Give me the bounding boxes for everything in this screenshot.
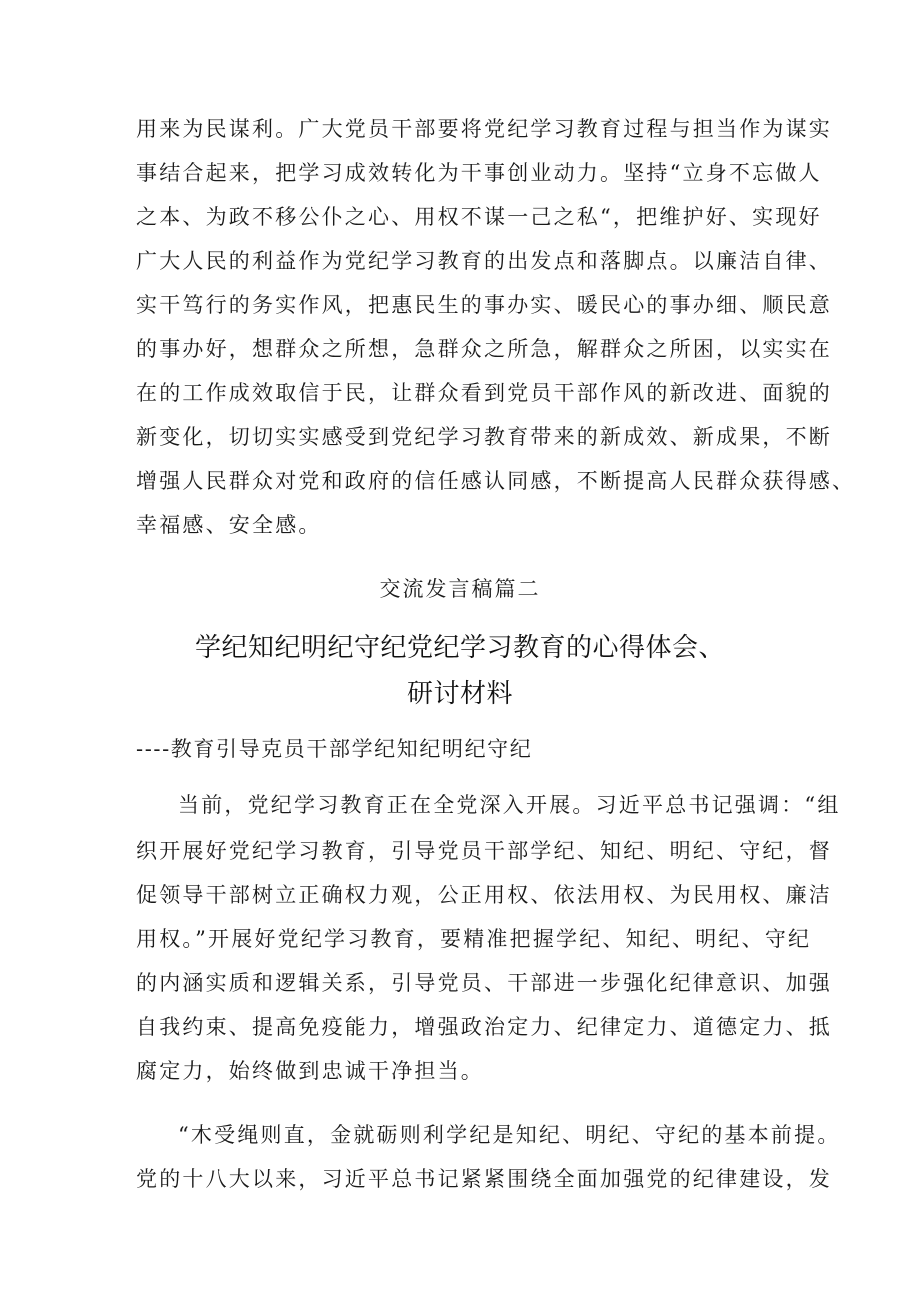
text-line: 新变化，切切实实感受到党纪学习教育带来的新成效、新成果，不断: [136, 425, 832, 449]
text-line: 幸福感、安全感。: [136, 513, 322, 537]
text-line: 党的十八大以来，习近平总书记紧紧围绕全面加强党的纪律建设，发: [136, 1167, 832, 1191]
text-line: 织开展好党纪学习教育，引导党员干部学纪、知纪、明纪、守纪，督: [136, 839, 832, 863]
text-line: 用权。”开展好党纪学习教育，要精准把握学纪、知纪、明纪、守纪: [136, 927, 812, 951]
text-line: 增强人民群众对党和政府的信任感认同感，不断提高人民群众获得感、: [136, 469, 856, 493]
subtitle: ----教育引导克员干部学纪知纪明纪守纪: [136, 737, 533, 761]
text-line: 当前，党纪学习教育正在全党深入开展。习近平总书记强调：“组: [178, 793, 841, 817]
title-line-2: 研讨材料: [406, 679, 513, 709]
text-line: 用来为民谋利。广大党员干部要将党纪学习教育过程与担当作为谋实: [136, 117, 832, 141]
text-line: 事结合起来，把学习成效转化为干事创业动力。坚持“立身不忘做人: [136, 161, 822, 185]
text-line: 实干笃行的务实作风，把惠民生的事办实、暖民心的事办细、顺民意: [136, 293, 832, 317]
title-line-1: 学纪知纪明纪守纪党纪学习教育的心得体会、: [194, 633, 725, 663]
text-line: 腐定力，始终做到忠诚干净担当。: [136, 1059, 484, 1083]
text-line: 广大人民的利益作为党纪学习教育的出发点和落脚点。以廉洁自律、: [136, 249, 832, 273]
text-line: 的事办好，想群众之所想，急群众之所急，解群众之所困，以实实在: [136, 337, 832, 361]
text-line: 自我约束、提高免疫能力，增强政治定力、纪律定力、道德定力、抵: [136, 1015, 832, 1039]
text-line: 在的工作成效取信于民，让群众看到党员干部作风的新改进、面貌的: [136, 381, 832, 405]
section-label: 交流发言稿篇二: [379, 577, 541, 601]
text-line: “木受绳则直，金就砺则利学纪是知纪、明纪、守纪的基本前提。: [178, 1123, 841, 1147]
text-line: 之本、为政不移公仆之心、用权不谋一己之私“，把维护好、实现好: [136, 205, 822, 229]
text-line: 的内涵实质和逻辑关系，引导党员、干部进一步强化纪律意识、加强: [136, 971, 832, 995]
text-line: 促领导干部树立正确权力观，公正用权、依法用权、为民用权、廉洁: [136, 883, 832, 907]
